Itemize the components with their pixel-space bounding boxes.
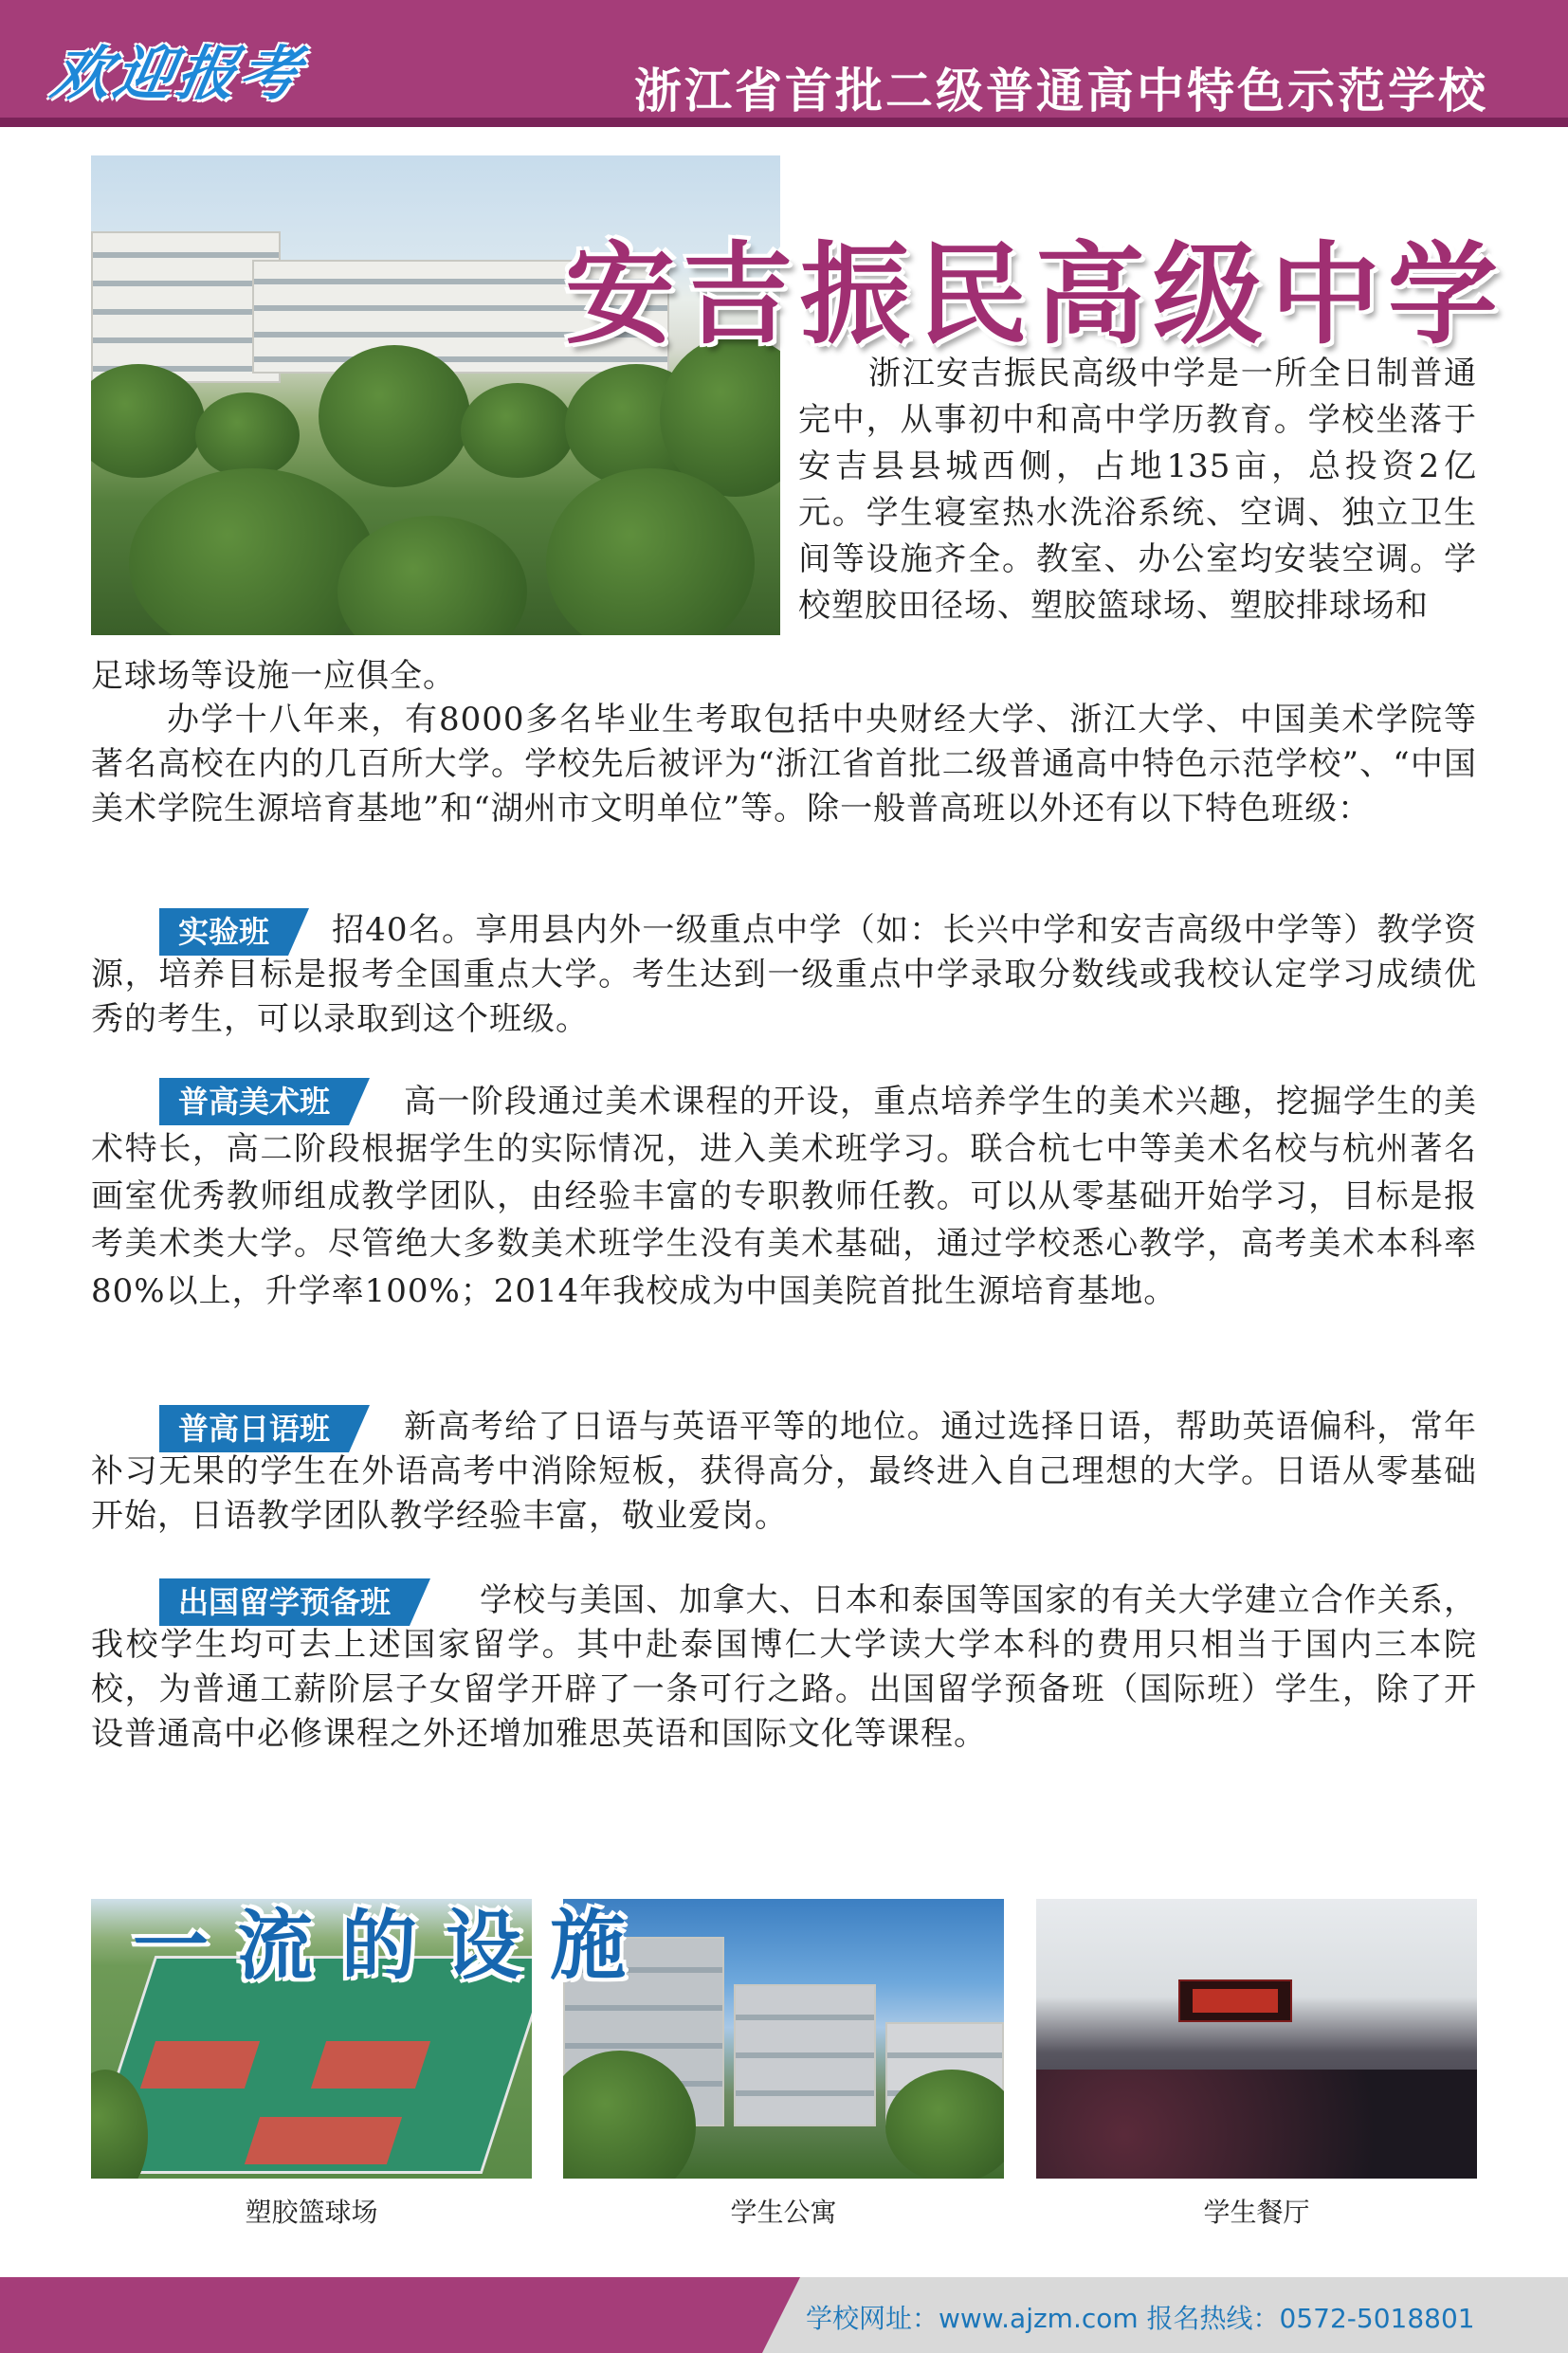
class-section-art <box>91 1078 1477 1315</box>
class-description: 招40名。享用县内外一级重点中学（如：长兴中学和安吉高级中学等）教学资源，培养目标是报考全国重点大学。考生达到一级重点中学录取分数线或我校认定学习成绩优秀的考生，可以录取到这个班级。 <box>91 911 1477 1038</box>
class-description: 学校与美国、加拿大、日本和泰国等国家的有关大学建立合作关系，我校学生均可去上述国家留学。其中赴泰国博仁大学读大学本科的费用只相当于国内三本院校，为普通工薪阶层子女留学开辟了一条可行之路。出国留学预备班（国际班）学生，除了开设普通高中必修课程之外还增加雅思英语和国际文化等课程。 <box>91 1581 1477 1753</box>
header-subtitle: 浙江省首批二级普通高中特色示范学校 <box>634 63 1488 119</box>
facility-caption: 塑胶篮球场 <box>245 2197 378 2228</box>
footer-contact: 学校网址：www.ajzm.com 报名热线：0572-5018801 <box>806 2303 1475 2334</box>
facility-caption: 学生餐厅 <box>1203 2197 1310 2228</box>
class-section-overseas <box>91 1578 1477 1757</box>
intro-paragraph-tail: 足球场等设施一应俱全。 <box>91 657 456 695</box>
facilities-title: 一流的设施 <box>133 1901 654 1990</box>
intro-paragraph: 浙江安吉振民高级中学是一所全日制普通完中，从事初中和高中学历教育。学校坐落于安吉县县城西侧，占地135亩，总投资2亿元。学生寝室热水洗浴系统、空调、独立卫生间等设施齐全。教室、办公室均安装空调。学校塑胶田径场、塑胶篮球场、塑胶排球场和 <box>798 355 1477 625</box>
welcome-banner: 欢迎报考 <box>46 39 309 108</box>
school-title: 安吉振民高级中学 <box>565 231 1505 359</box>
class-badge: 普高美术班 <box>159 1078 349 1125</box>
facility-caption: 学生公寓 <box>730 2197 837 2228</box>
class-badge: 出国留学预备班 <box>159 1578 410 1626</box>
header-bar <box>0 0 1568 127</box>
class-badge: 实验班 <box>159 908 288 956</box>
class-section-experimental <box>91 908 1477 1042</box>
canteen-photo <box>1036 1899 1477 2179</box>
history-paragraph: 办学十八年来，有8000多名毕业生考取包括中央财经大学、浙江大学、中国美术学院等著名高校在内的几百所大学。学校先后被评为“浙江省首批二级普通高中特色示范学校”、“中国美术学院生源培育基地”和“湖州市文明单位”等。除一般普高班以外还有以下特色班级： <box>91 701 1477 828</box>
class-description: 新高考给了日语与英语平等的地位。通过选择日语，帮助英语偏科，常年补习无果的学生在外语高考中消除短板，获得高分，最终进入自己理想的大学。日语从零基础开始，日语教学团队教学经验丰富，敬业爱岗。 <box>91 1408 1477 1535</box>
class-description: 高一阶段通过美术课程的开设，重点培养学生的美术兴趣，挖掘学生的美术特长，高二阶段根据学生的实际情况，进入美术班学习。联合杭七中等美术名校与杭州著名画室优秀教师组成教学团队，由经验丰富的专职教师任教。可以从零基础开始学习，目标是报考美术类大学。尽管绝大多数美术班学生没有美术基础，通过学校悉心教学，高考美术本科率80%以上，升学率100%；2014年我校成为中国美院首批生源培育基地。 <box>91 1083 1477 1310</box>
class-badge: 普高日语班 <box>159 1405 349 1452</box>
class-section-japanese <box>91 1405 1477 1539</box>
